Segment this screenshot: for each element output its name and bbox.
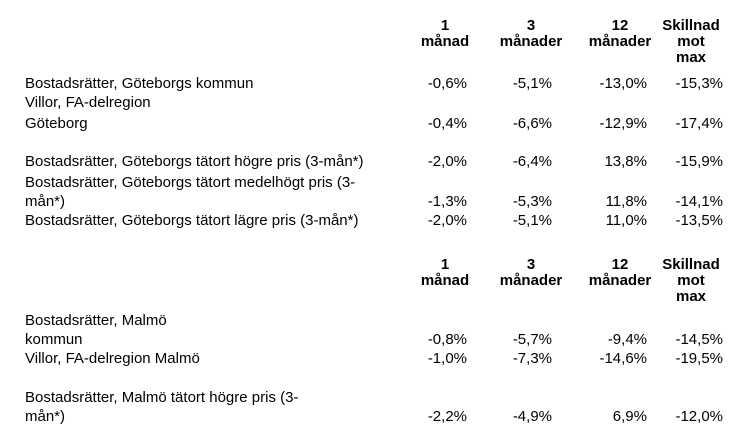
value-12-months: 11,8% [605,193,647,210]
header-line: månad [420,33,470,50]
value-1-month: -0,4% [427,115,467,132]
row-label: Bostadsrätter, Göteborgs tätort högre pris (3-mån*) [25,153,364,170]
row-label: Bostadsrätter, Malmö tätort högre pris (3- [25,389,299,406]
table1-header-12-months [580,18,660,50]
value-diff-max: -12,0% [675,408,723,425]
header-line: 1 [440,256,450,273]
value-12-months: -9,4% [607,331,647,348]
value-diff-max: -15,3% [675,75,723,92]
table2-header-1-month [412,257,478,289]
table1-header-diff-max [658,18,724,66]
table2-header-12-months [580,257,660,289]
value-diff-max: -14,1% [675,193,723,210]
value-12-months: -14,6% [599,350,647,367]
value-12-months: 6,9% [612,408,647,425]
value-diff-max: -13,5% [675,212,723,229]
row-label: Villor, FA-delregion Malmö [25,350,200,367]
value-1-month: -2,2% [427,408,467,425]
value-diff-max: -19,5% [675,350,723,367]
header-line: Skillnad [662,17,720,34]
header-line: månad [420,272,470,289]
value-1-month: -1,3% [427,193,467,210]
value-diff-max: -15,9% [675,153,723,170]
header-line: 12 [611,256,629,273]
table2-header-3-months [495,257,567,289]
header-line: månader [588,272,652,289]
value-1-month: -2,0% [427,212,467,229]
header-line: max [675,288,707,305]
row-label: Bostadsrätter, Malmö [25,312,167,329]
value-12-months: -13,0% [599,75,647,92]
value-1-month: -2,0% [427,153,467,170]
value-1-month: -0,6% [427,75,467,92]
row-label: Bostadsrätter, Göteborgs kommun [25,75,254,92]
value-3-months: -5,1% [512,212,552,229]
row-label-cont: Göteborg [25,115,88,132]
header-line: 12 [611,17,629,34]
header-line: 3 [526,17,536,34]
value-3-months: -6,4% [512,153,552,170]
header-line: månader [588,33,652,50]
value-3-months: -6,6% [512,115,552,132]
value-12-months: -12,9% [599,115,647,132]
value-3-months: -7,3% [512,350,552,367]
value-3-months: -4,9% [512,408,552,425]
table1-header-3-months [495,18,567,50]
table2-header-diff-max [658,257,724,305]
value-1-month: -1,0% [427,350,467,367]
row-label-cont: mån*) [25,193,66,210]
row-label: Bostadsrätter, Göteborgs tätort lägre pris (3-mån*) [25,212,359,229]
value-diff-max: -17,4% [675,115,723,132]
value-3-months: -5,3% [512,193,552,210]
header-line: mot [677,272,705,289]
row-label-cont: mån*) [25,408,66,425]
header-line: månader [499,272,563,289]
value-12-months: 13,8% [604,153,647,170]
header-line: 3 [526,256,536,273]
value-1-month: -0,8% [427,331,467,348]
header-line: max [675,49,707,66]
header-line: Skillnad [662,256,720,273]
row-label: Bostadsrätter, Göteborgs tätort medelhögt pris (3- [25,174,356,191]
header-line: månader [499,33,563,50]
value-12-months: 11,0% [605,212,647,229]
value-3-months: -5,7% [512,331,552,348]
value-3-months: -5,1% [512,75,552,92]
header-line: mot [677,33,705,50]
value-diff-max: -14,5% [675,331,723,348]
row-label: Villor, FA-delregion [25,94,151,111]
table1-header-1-month [412,18,478,50]
header-line: 1 [440,17,450,34]
row-label-cont: kommun [25,331,83,348]
